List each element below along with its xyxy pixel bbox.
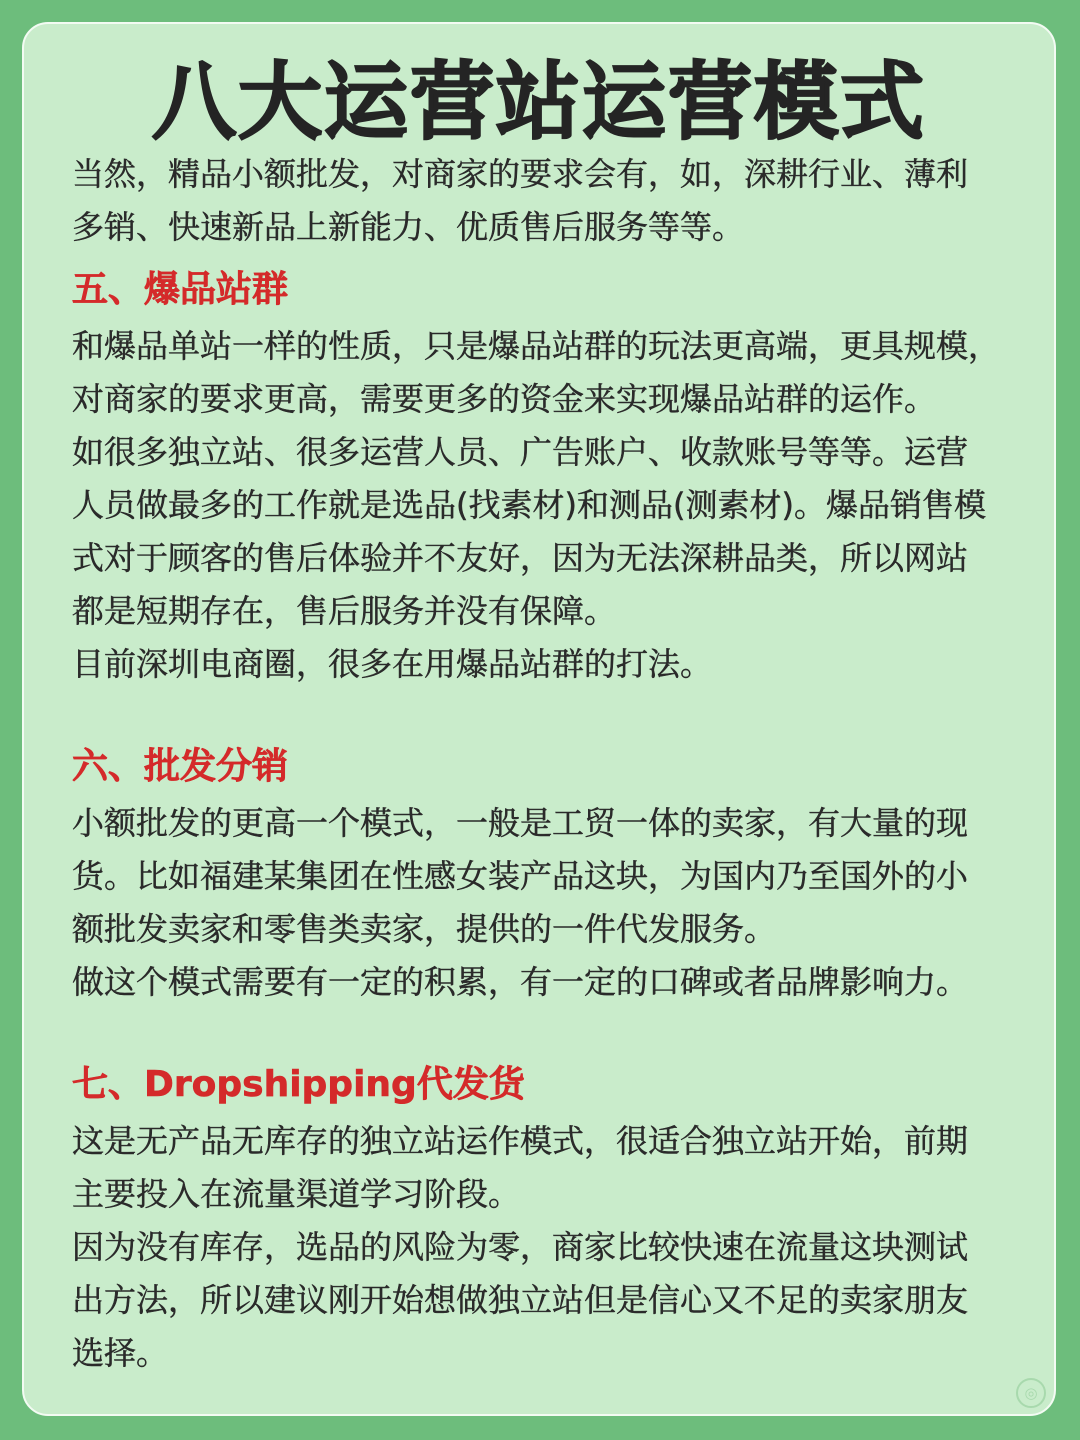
- section-line: 人员做最多的工作就是选品(找素材)和测品(测素材)。爆品销售模: [72, 486, 986, 524]
- intro-line: 多销、快速新品上新能力、优质售后服务等等。: [72, 208, 745, 246]
- section-heading: 五、爆品站群: [72, 269, 289, 310]
- section-line: 选择。: [72, 1334, 169, 1372]
- section-line: 出方法，所以建议刚开始想做独立站但是信心又不足的卖家朋友: [72, 1281, 969, 1319]
- section-line: 小额批发的更高一个模式，一般是工贸一体的卖家，有大量的现: [72, 804, 969, 842]
- section-line: 都是短期存在，售后服务并没有保障。: [72, 592, 617, 630]
- section-heading: 六、批发分销: [72, 746, 289, 787]
- page-title: 八大运营站运营模式: [151, 53, 926, 151]
- section-heading: 七、Dropshipping代发货: [72, 1064, 525, 1105]
- section-line: 货。比如福建某集团在性感女装产品这块，为国内乃至国外的小: [72, 857, 969, 895]
- section-line: 因为没有库存，选品的风险为零，商家比较快速在流量这块测试: [72, 1228, 969, 1266]
- section-wholesale-distribution: [72, 737, 1032, 1009]
- section-line: 对商家的要求更高，需要更多的资金来实现爆品站群的运作。: [72, 380, 937, 418]
- section-line: 式对于顾客的售后体验并不友好，因为无法深耕品类，所以网站: [72, 539, 969, 577]
- section-line: 主要投入在流量渠道学习阶段。: [72, 1175, 521, 1213]
- watermark-icon: ◎: [1016, 1378, 1046, 1408]
- section-line: 这是无产品无库存的独立站运作模式，很适合独立站开始，前期: [72, 1122, 969, 1160]
- intro-line: 当然，精品小额批发，对商家的要求会有，如，深耕行业、薄利: [72, 155, 969, 193]
- section-line: 做这个模式需要有一定的积累，有一定的口碑或者品牌影响力。: [72, 963, 969, 1001]
- section-line: 如很多独立站、很多运营人员、广告账户、收款账号等等。运营: [72, 433, 969, 471]
- content-card: [22, 22, 1056, 1416]
- section-hot-product-site-group: [72, 260, 1032, 691]
- section-line: 额批发卖家和零售类卖家，提供的一件代发服务。: [72, 910, 777, 948]
- section-line: 和爆品单站一样的性质，只是爆品站群的玩法更高端，更具规模，: [72, 327, 1001, 365]
- section-line: 目前深圳电商圈，很多在用爆品站群的打法。: [72, 645, 713, 683]
- intro-paragraph: [72, 148, 1032, 254]
- section-dropshipping: [72, 1055, 1032, 1380]
- article-body: [72, 148, 1032, 1380]
